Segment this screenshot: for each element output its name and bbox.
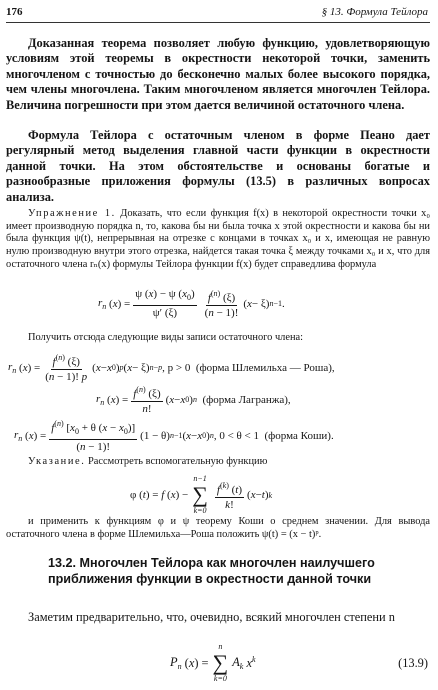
cauchy-formula: $r_n$ ( x ) = $\frac{f^{(n)} [x_0 + \theta (x - x_0)]}{(n - 1)!}$ (1 − θ) n−1 ( x − x 0 ) n , 0 < θ < 1 (форма Коши). (14, 419, 334, 453)
exercise-text (6, 208, 430, 272)
cauchy-condition: , 0 < θ < 1 (213, 429, 260, 442)
hint-label: Указание. (28, 456, 86, 467)
remainder-formula-general: $r_n$ ( x ) = $\frac{\psi (x) - \psi (x_0)}{\psi' (\xi)}$ $\frac{f^{(n)} (\xi)}{(n - 1)!}$ ( x − ξ) n−1 . (98, 288, 285, 319)
paragraph-taylor-polynomial: Доказанная теорема позволяет любую функцию, удовлетворяющую условиям этой теоремы в окрестности некоторой точки, заменить многочленом с точностью до бесконечно малых более высокого порядка, чем члены многочлена. Таким многочленом является многочлен Тейлора. Величина погрешности при этом дается величиной остаточного члена. (6, 36, 430, 112)
lagrange-formula: $r_n$ ( x ) = $\frac{f^{(n)} (\xi)}{n!}$ ( x − x 0 ) n (форма Лагранжа), (96, 385, 291, 415)
section-intro: Заметим предварительно, что, очевидно, всякий многочлен степени n (28, 610, 395, 624)
hint-text (6, 456, 430, 469)
lagrange-label: (форма Лагранжа), (202, 393, 291, 406)
schlomilch-condition: , p > 0 (162, 361, 191, 374)
header-rule (6, 22, 430, 23)
page-number: 176 (6, 6, 23, 18)
running-title: § 13. Формула Тейлора (321, 6, 428, 18)
exercise-body: Доказать, что если функция f(x) в некоторой окрестности точки x₀ имеет производную порядка n, то, какова бы ни была точка x этой окрестности и какова бы ни была функция ψ(t), непрерывная на отрезке с концами в точках x₀ и x, имеющая не равную нулю производную внутри этого отрезка, найдется такая точка ξ между точками x₀ и x, что для остаточного члена rₙ(x) формулы Тейлора функции f(x) будет справедлива формула (6, 208, 430, 270)
hint-continuation: и применить к функциям φ и ψ теорему Коши о среднем значении. Для вывода остаточного члена в форме Шлемильха—Роша положить ψ(t) = (x − t)ᵖ. (6, 516, 430, 540)
paragraph-peano-form: Формула Тейлора с остаточным членом в форме Пеано дает регулярный метод выделения главной части функции в окрестности данной точки. На этом обстоятельстве и основаны богатые и разнообразные приложения формулы (13.5) в различных вопросах анализа. (6, 128, 430, 204)
schlomilch-roche-formula: $r_n$ ( x ) = $\frac{f^{(n)} (\xi)}{(n - 1)! p}$ ( x − x 0 ) p ( x − ξ) n−p , p > 0 (форма Шлемильха — Роша), (8, 353, 335, 383)
exercise-label: Упражнение 1. (28, 208, 116, 219)
equation-number: (13.9) (398, 656, 428, 670)
hint-body: Рассмотреть вспомогательную функцию (88, 456, 268, 467)
cauchy-label: (форма Коши). (264, 429, 334, 442)
polynomial-formula: $P_n$ ( x ) = n ∑ k=0 $A_k$ $x^k$ (170, 642, 256, 683)
schlomilch-roche-label: (форма Шлемильха — Роша), (195, 361, 335, 374)
derive-forms-text: Получить отсюда следующие виды записи остаточного члена: (28, 332, 304, 343)
section-heading: 13.2. Многочлен Тейлора как многочлен наилучшего приближения функции в окрестности данной точки (48, 556, 375, 586)
auxiliary-function-formula: φ ( t ) = f ( x ) − n−1 ∑ k=0 $\frac{f^{(k)} (t)}{k!}$ ( x − t ) k (130, 474, 273, 515)
